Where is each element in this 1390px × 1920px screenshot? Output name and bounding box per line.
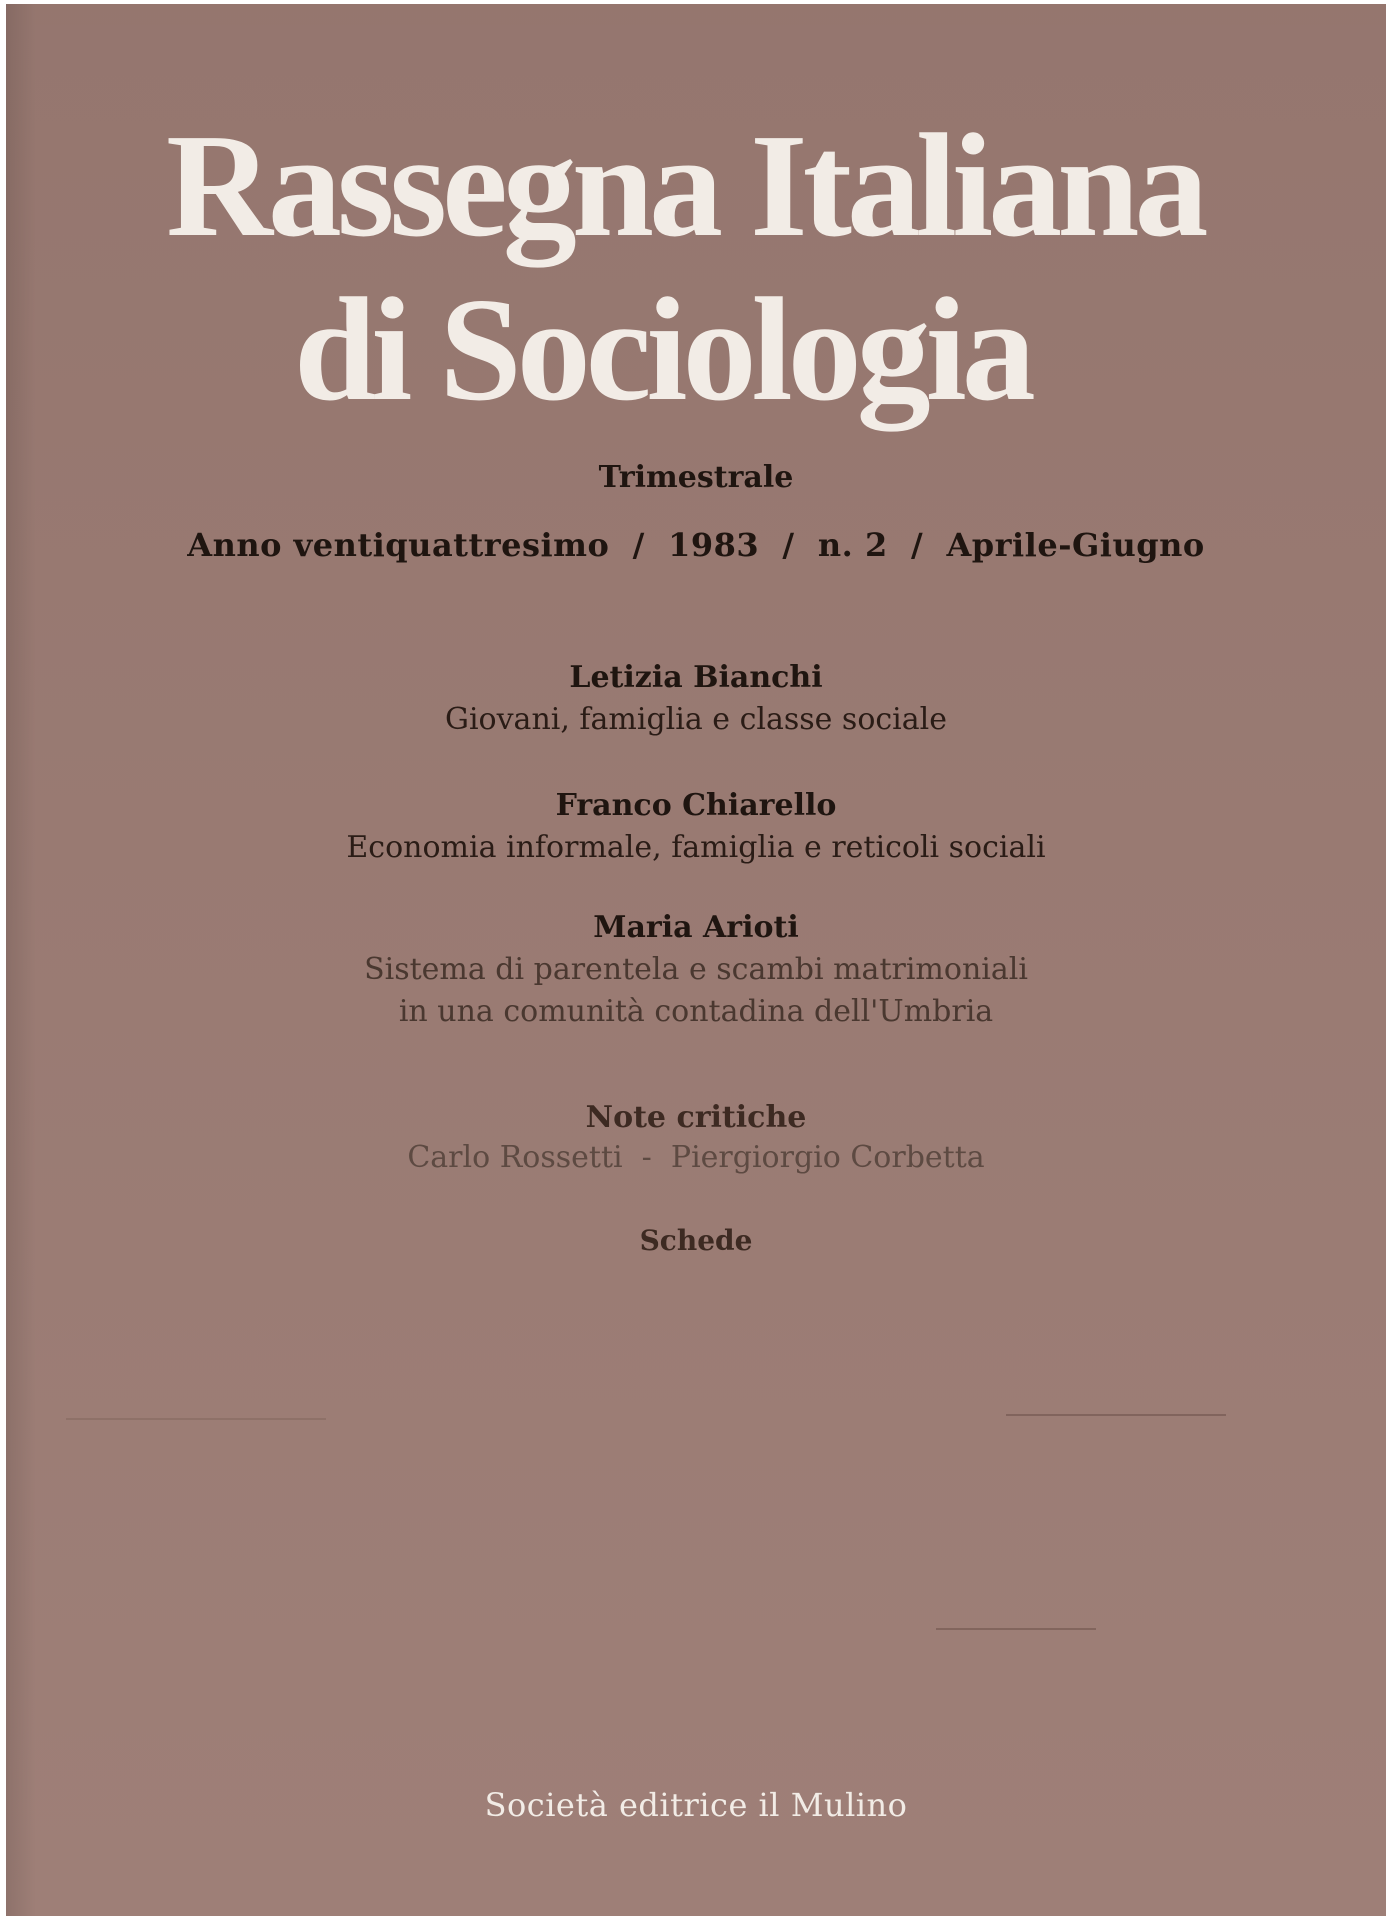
publisher-name: Società editrice il Mulino	[484, 1786, 908, 1824]
article-title-line-2: in una comunità contadina dell'Umbria	[398, 994, 994, 1029]
article-author: Letizia Bianchi	[569, 660, 823, 695]
journal-title-line-1: Rassegna Italiana	[166, 104, 1204, 268]
article-author: Maria Arioti	[593, 910, 799, 945]
decorative-rule	[1006, 1414, 1226, 1416]
schede-label: Schede	[639, 1224, 753, 1257]
notes-heading: Note critiche	[585, 1100, 807, 1135]
periodicity-label: Trimestrale	[598, 460, 794, 495]
article-title: Economia informale, famiglia e reticoli sociali	[346, 830, 1046, 865]
notes-authors: Carlo Rossetti - Piergiorgio Corbetta	[407, 1140, 985, 1175]
journal-cover	[6, 4, 1386, 1916]
journal-title-line-2: di Sociologia	[294, 268, 1031, 432]
article-title: Giovani, famiglia e classe sociale	[444, 702, 948, 737]
decorative-rule	[936, 1628, 1096, 1630]
decorative-rule	[66, 1418, 326, 1420]
article-title-line-1: Sistema di parentela e scambi matrimoniali	[364, 952, 1028, 987]
issue-line: Anno ventiquattresimo / 1983 / n. 2 / Aprile-Giugno	[187, 526, 1205, 564]
article-author: Franco Chiarello	[555, 788, 837, 823]
